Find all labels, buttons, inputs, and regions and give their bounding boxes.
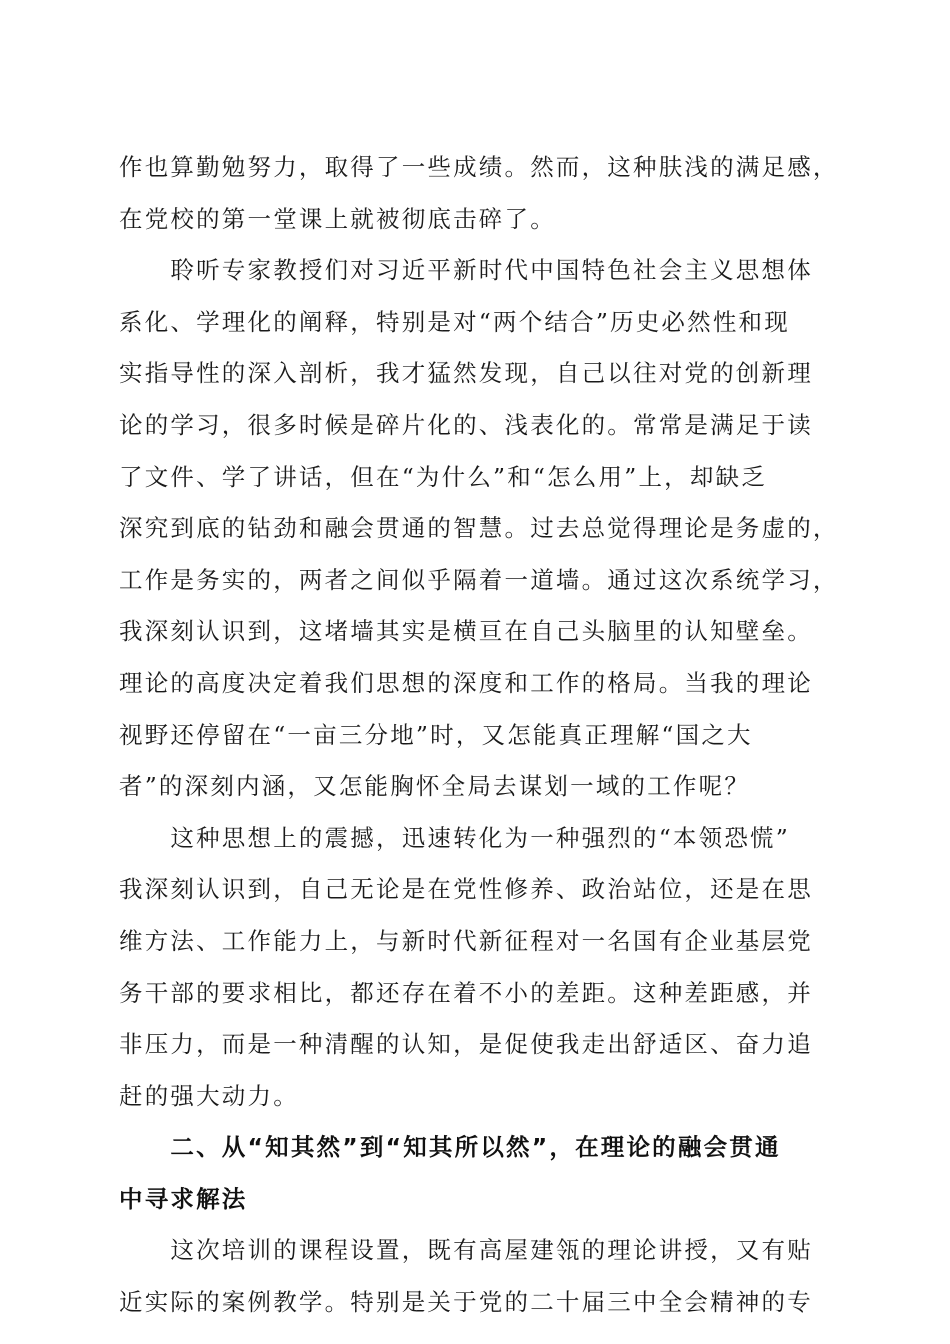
body-text-line: 我深刻认识到，这堵墙其实是横亘在自己头脑里的认知壁垒。	[119, 617, 813, 646]
body-text-line: 在党校的第一堂课上就被彻底击碎了。	[119, 204, 556, 233]
body-text-line: 赶的强大动力。	[119, 1081, 299, 1110]
body-text-line: 视野还停留在“一亩三分地”时，又怎能真正理解“国之大	[119, 720, 753, 749]
body-text-line: 理论的高度决定着我们思想的深度和工作的格局。当我的理论	[119, 668, 813, 697]
body-text-line: 工作是务实的，两者之间似乎隔着一道墙。通过这次系统学习，	[119, 565, 839, 594]
section-heading-line: 中寻求解法	[119, 1184, 248, 1213]
body-text-line: 这次培训的课程设置，既有高屋建瓴的理论讲授，又有贴	[119, 1236, 813, 1265]
body-text-line: 深究到底的钻劲和融会贯通的智慧。过去总觉得理论是务虚的，	[119, 514, 839, 543]
body-text-line: 系化、学理化的阐释，特别是对“两个结合”历史必然性和现	[119, 307, 790, 336]
section-heading-line: 二、从“知其然”到“知其所以然”，在理论的融会贯通	[119, 1133, 781, 1162]
body-text-line: 这种思想上的震撼，迅速转化为一种强烈的“本领恐慌”	[119, 823, 790, 852]
body-text-line: 务干部的要求相比，都还存在着不小的差距。这种差距感，并	[119, 978, 813, 1007]
body-text-line: 者”的深刻内涵，又怎能胸怀全局去谋划一域的工作呢？	[119, 772, 751, 801]
body-text-line: 作也算勤勉努力，取得了一些成绩。然而，这种肤浅的满足感，	[119, 153, 839, 181]
body-text-line: 了文件、学了讲话，但在“为什么”和“怎么用”上，却缺乏	[119, 462, 767, 491]
body-text-line: 实指导性的深入剖析，我才猛然发现，自己以往对党的创新理	[119, 359, 813, 388]
body-text-line: 聆听专家教授们对习近平新时代中国特色社会主义思想体	[119, 256, 813, 285]
body-text-line: 近实际的案例教学。特别是关于党的二十届三中全会精神的专	[119, 1288, 813, 1317]
body-text-line: 非压力，而是一种清醒的认知，是促使我走出舒适区、奋力追	[119, 1030, 813, 1059]
body-text-line: 维方法、工作能力上，与新时代新征程对一名国有企业基层党	[119, 926, 813, 955]
document-body	[119, 142, 839, 1329]
body-text-line: 论的学习，很多时候是碎片化的、浅表化的。常常是满足于读	[119, 410, 813, 439]
body-text-line: 我深刻认识到，自己无论是在党性修养、政治站位，还是在思	[119, 875, 813, 904]
